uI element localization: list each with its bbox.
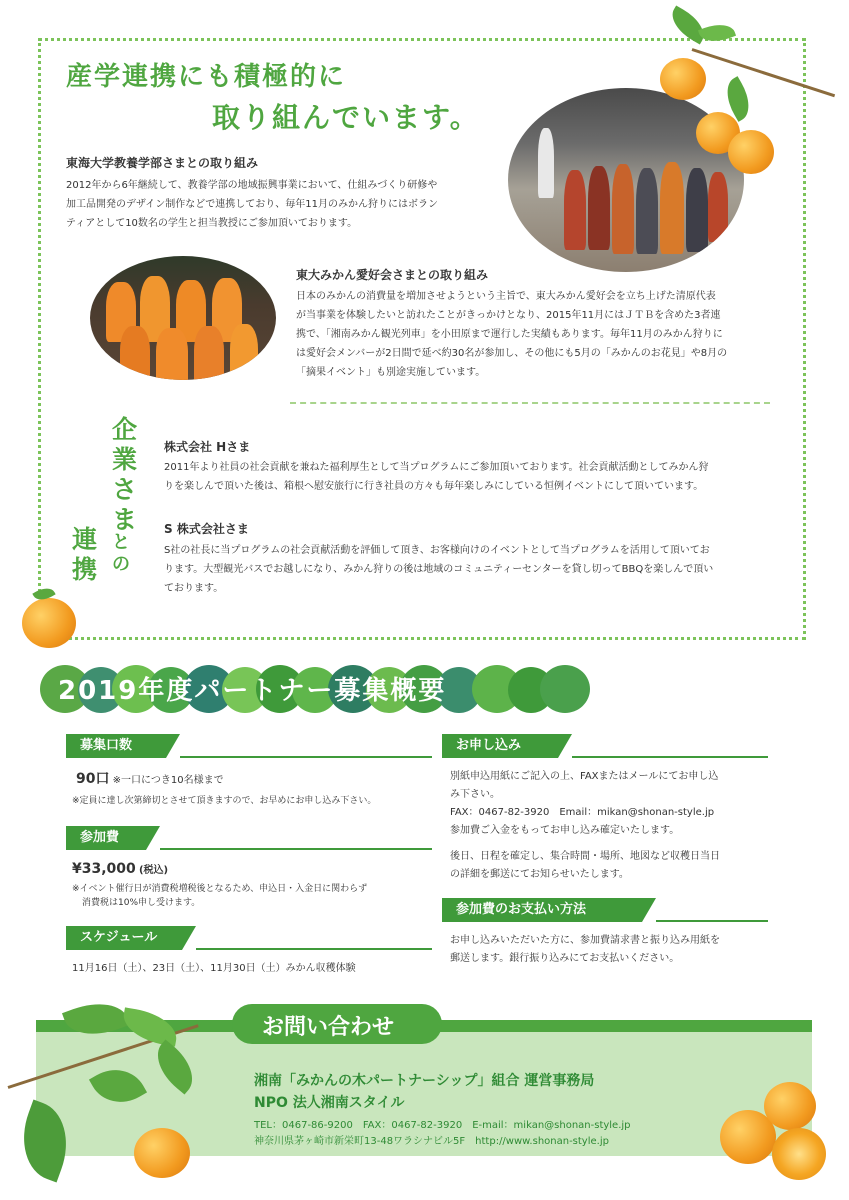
- headline-line1: 産学連携にも積極的に: [66, 62, 347, 92]
- schedule-label: スケジュール: [80, 930, 158, 945]
- company-s-line: ております。: [164, 583, 224, 594]
- contact-address: 神奈川県茅ヶ崎市新栄町13-48ワラシナビル5F http://www.shonan-style.jp: [254, 1136, 609, 1147]
- todai-line: 「摘果イベント」も別途実施しています。: [296, 367, 486, 378]
- apply-line: 別紙申込用紙にご記入の上、FAXまたはメールにてお申し込: [450, 771, 719, 782]
- headline-line2: 取り組んでいます。: [212, 101, 480, 134]
- recruit-count-label: 募集口数: [80, 738, 133, 753]
- fee-note-line: 消費税は10%申し受けます。: [82, 898, 201, 908]
- fee-tag: [66, 826, 146, 850]
- apply-line: 参加費ご入金をもってお申し込み確定いたします。: [450, 825, 680, 836]
- apply-label: お申し込み: [456, 738, 522, 753]
- fee-label: 参加費: [80, 830, 120, 845]
- recruit-note: ※定員に達し次第締切とさせて頂きますので、お早めにお申し込み下さい。: [72, 796, 377, 806]
- todai-body: [296, 287, 786, 382]
- recruit-count-tag: [66, 734, 166, 758]
- payment-line: 郵送します。銀行振り込みにてお支払いください。: [450, 953, 680, 964]
- contact-org1: 湘南「みかんの木パートナーシップ」組合 運営事務局: [254, 1073, 595, 1089]
- vertical-char: 企: [112, 415, 138, 444]
- orange-fruit-icon: [660, 58, 706, 100]
- payment-body: [450, 932, 720, 968]
- todai-line: 日本のみかんの消費量を増加させようという主旨で、東大みかん愛好会を立ち上げた清原代表: [296, 291, 716, 302]
- payment-tag: [442, 898, 642, 922]
- contact-title: お問い合わせ: [262, 1015, 395, 1040]
- company-h-line: 2011年より社員の社会貢献を兼ねた福利厚生として当プログラムにご参加頂いております。社会貢献活動としてみかん狩: [164, 462, 709, 473]
- company-s-title: S 株式会社さま: [164, 522, 249, 536]
- apply-contact-line: FAX：0467-82-3920 Email：mikan@shonan-style.jp: [450, 807, 715, 818]
- recruit-count-note: ※一口につき10名様まで: [112, 775, 224, 786]
- section-divider: [290, 402, 770, 404]
- todai-line: は愛好会メンバーが2日間で延べ約30名が参加し、その他にも5月の「みかんのお花見」や8月の: [296, 348, 728, 359]
- vertical-char: 携: [72, 555, 98, 584]
- contact-tel: TEL：0467-86-9200 FAX：0467-82-3920 E-mail：mikan@shonan-style.jp: [254, 1120, 631, 1131]
- todai-line: 携で、「湘南みかん観光列車」を小田原まで運行した実績もあります。毎年11月のみかん狩りに: [296, 329, 723, 340]
- todai-title: 東大みかん愛好会さまとの取り組み: [296, 268, 489, 282]
- payment-line: お申し込みいただいた方に、参加費請求書と振り込み用紙を: [450, 935, 720, 946]
- tokai-title: 東海大学教養学部さまとの取り組み: [66, 156, 259, 170]
- orange-fruit-icon: [22, 598, 76, 648]
- apply-line: み下さい。: [450, 789, 500, 800]
- vertical-char: ま: [112, 505, 138, 534]
- apply-tag: [442, 734, 558, 758]
- tokai-line: 2012年から6年継続して、教養学部の地域振興事業において、仕組みづくり研修や: [66, 180, 438, 191]
- todai-group-photo: [90, 256, 276, 380]
- tokai-line: ティアとして10数名の学生と担当教授にご参加頂いております。: [66, 218, 358, 229]
- recruit-count-row: [76, 770, 224, 790]
- company-h-line: りを楽しんで頂いた後は、箱根へ慰安旅行に行き社員の方々も毎年楽しみにしている恒例イベントにして頂いています。: [164, 481, 704, 492]
- todai-line: が当事業を体験したいと訪れたことがきっかけとなり、2015年11月にはＪＴＢを含めた3者連: [296, 310, 721, 321]
- vertical-char: の: [112, 554, 130, 575]
- recruitment-banner-title: 2019年度パートナー募集概要: [58, 676, 447, 706]
- fee-note: [72, 882, 367, 910]
- orange-fruit-icon: [728, 130, 774, 174]
- fee-note-line: ※イベント催行日が消費税増税後となるため、申込日・入金日に関わらず: [72, 884, 368, 894]
- fee-row: [72, 860, 168, 880]
- company-h-body: [164, 458, 794, 496]
- tokai-line: 加工品開発のデザイン制作などで連携しており、毎年11月のみかん狩りにはボラン: [66, 199, 439, 210]
- schedule-text: 11月16日（土）、23日（土）、11月30日（土）みかん収穫体験: [72, 963, 356, 974]
- tokai-body: [66, 176, 506, 233]
- vertical-char: 業: [112, 445, 138, 474]
- orange-fruit-icon: [134, 1128, 190, 1178]
- apply-line: 後日、日程を確定し、集合時間・場所、地図など収穫日当日: [450, 851, 720, 862]
- company-h-title: 株式会社 Hさま: [164, 440, 251, 454]
- fee-amount: ¥33,000: [72, 861, 136, 877]
- company-s-line: S社の社長に当プログラムの社会貢献活動を評価して頂き、お客様向けのイベントとして当プログラムを活用して頂いてお: [164, 545, 710, 556]
- company-s-line: ります。大型観光バスでお越しになり、みかん狩りの後は地域のコミュニティーセンターを貸し切ってBBQを楽しんで頂い: [164, 564, 714, 575]
- orange-fruit-icon: [764, 1082, 816, 1130]
- peeled-orange-icon: [772, 1128, 826, 1180]
- schedule-tag: [66, 926, 182, 950]
- apply-body: [450, 768, 720, 884]
- vertical-char: 連: [72, 525, 98, 554]
- payment-label: 参加費のお支払い方法: [456, 902, 587, 917]
- vertical-char: と: [112, 532, 130, 553]
- vertical-char: さ: [112, 475, 138, 504]
- corporate-vertical-heading: [72, 410, 172, 590]
- fee-tax: (税込): [138, 865, 169, 876]
- company-s-body: [164, 541, 794, 598]
- contact-org2: NPO 法人湘南スタイル: [254, 1095, 405, 1111]
- recruit-count-value: 90口: [76, 771, 110, 787]
- apply-line: の詳細を郵送にてお知らせいたします。: [450, 869, 629, 880]
